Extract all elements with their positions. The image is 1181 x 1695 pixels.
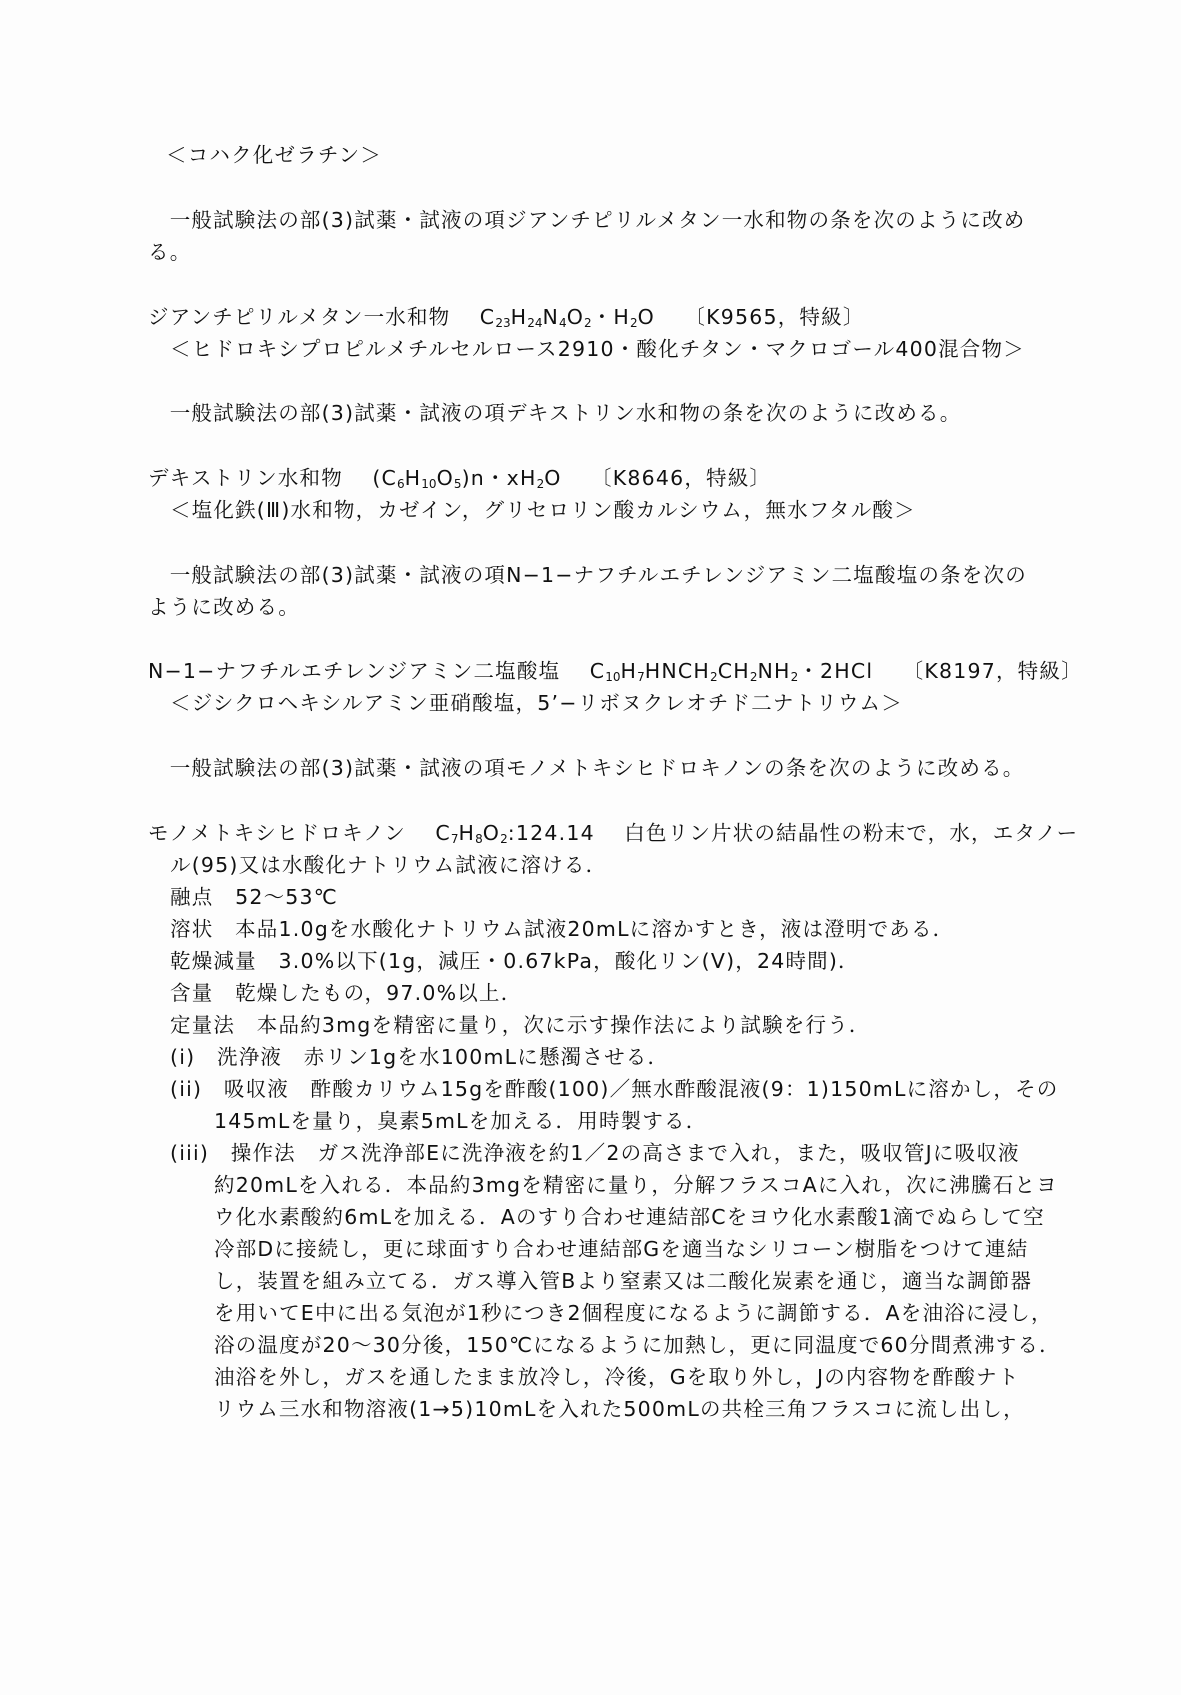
property-melting-point: 融点 52〜53℃ <box>170 885 338 909</box>
instruction-text: 一般試験法の部(3)試薬・試液の項ジアンチピリルメタン一水和物の条を次のように改め <box>148 208 1026 232</box>
property-loss-on-drying: 乾燥減量 3.0%以下(1g，減圧・0.67kPa，酸化リン(Ⅴ)，24時間)． <box>170 949 860 973</box>
procedure-iii-cont: リウム三水和物溶液(1→5)10mLを入れた500mLの共栓三角フラスコに流し出し， <box>214 1397 1025 1421</box>
procedure-i: (i) 洗浄液 赤リン1gを水100mLに懸濁させる． <box>170 1045 670 1069</box>
procedure-iii-cont: 約20mLを入れる．本品約3mgを精密に量り，分解フラスコAに入れ，次に沸騰石とヨ <box>214 1173 1058 1197</box>
procedure-iii-cont: 浴の温度が20〜30分後，150℃になるように加熱し，更に同温度で60分間煮沸する． <box>214 1333 1061 1357</box>
chemical-formula: $C_{23}H_{24}N_4O_2$・$H_2O$ <box>479 305 655 330</box>
property-assay: 定量法 本品約3mgを精密に量り，次に示す操作法により試験を行う． <box>170 1013 871 1037</box>
description-text: ル(95)又は水酸化ナトリウム試液に溶ける． <box>170 853 608 877</box>
entry-line <box>148 465 771 491</box>
entry-name: ジアンチピリルメタン一水和物 <box>148 305 451 329</box>
entry-name: N−1−ナフチルエチレンジアミン二塩酸塩 <box>148 659 561 683</box>
entry-line <box>148 304 865 330</box>
subnote: ＜塩化鉄(Ⅲ)水和物，カゼイン，グリセロリン酸カルシウム，無水フタル酸＞ <box>170 498 916 522</box>
entry-name: デキストリン水和物 <box>148 466 343 490</box>
grade-spec: 〔K8197，特級〕 <box>902 659 1083 683</box>
instruction-text: 一般試験法の部(3)試薬・試液の項モノメトキシヒドロキノンの条を次のように改める。 <box>148 756 1025 780</box>
grade-spec: 〔K9565，特級〕 <box>684 305 865 329</box>
entry-line <box>148 820 1078 846</box>
procedure-iii-cont: ウ化水素酸約6mLを加える．Aのすり合わせ連結部Cをヨウ化水素酸1滴でぬらして空 <box>214 1205 1045 1229</box>
chemical-formula: $C_{10}H_7HNCH_2CH_2NH_2$・2HCl <box>589 659 874 684</box>
chemical-formula: $C_7H_8O_2:124.14$ <box>435 821 595 846</box>
procedure-iii-cont: 冷部Dに接続し，更に球面すり合わせ連結部Gを適当なシリコーン樹脂をつけて連結 <box>214 1237 1029 1261</box>
procedure-iii-cont: を用いてE中に出る気泡が1秒につき2個程度になるように調節する．Aを油浴に浸し， <box>214 1301 1053 1325</box>
instruction-text: 一般試験法の部(3)試薬・試液の項N−1−ナフチルエチレンジアミン二塩酸塩の条を次の <box>148 563 1027 587</box>
property-solution-clarity: 溶状 本品1.0gを水酸化ナトリウム試液20mLに溶かすとき，液は澄明である． <box>170 917 955 941</box>
subnote: ＜ヒドロキシプロピルメチルセルロース2910・酸化チタン・マクロゴール400混合物＞ <box>170 337 1025 361</box>
entry-name: モノメトキシヒドロキノン <box>148 821 406 845</box>
entry-line <box>148 658 1083 684</box>
grade-spec: 〔K8646，特級〕 <box>591 466 772 490</box>
instruction-text: ように改める。 <box>148 595 300 619</box>
subnote: ＜ジシクロヘキシルアミン亜硝酸塩，5’−リボヌクレオチド二ナトリウム＞ <box>170 691 903 715</box>
procedure-iii-cont: し，装置を組み立てる．ガス導入管Bより窒素又は二酸化炭素を通じ，適当な調節器 <box>214 1269 1033 1293</box>
procedure-ii: (ii) 吸収液 酢酸カリウム15gを酢酸(100)／無水酢酸混液(9：1)150mLに溶かし，その <box>170 1077 1059 1101</box>
property-content: 含量 乾燥したもの，97.0%以上． <box>170 981 523 1005</box>
chemical-formula: $(C_6H_{10}O_5)n$・$xH_2O$ <box>372 466 562 491</box>
instruction-text: る。 <box>148 240 192 264</box>
procedure-iii-cont: 油浴を外し，ガスを通したまま放冷し，冷後，Gを取り外し，Jの内容物を酢酸ナト <box>214 1365 1020 1389</box>
description-text: 白色リン片状の結晶性の粉末で，水，エタノー <box>624 821 1079 845</box>
instruction-text: 一般試験法の部(3)試薬・試液の項デキストリン水和物の条を次のように改める。 <box>148 401 962 425</box>
procedure-ii-cont: 145mLを量り，臭素5mLを加える．用時製する． <box>214 1109 708 1133</box>
section-heading: ＜コハク化ゼラチン＞ <box>166 143 382 167</box>
procedure-iii: (iii) 操作法 ガス洗浄部Eに洗浄液を約1／2の高さまで入れ，また，吸収管Jに吸収液 <box>170 1141 1020 1165</box>
